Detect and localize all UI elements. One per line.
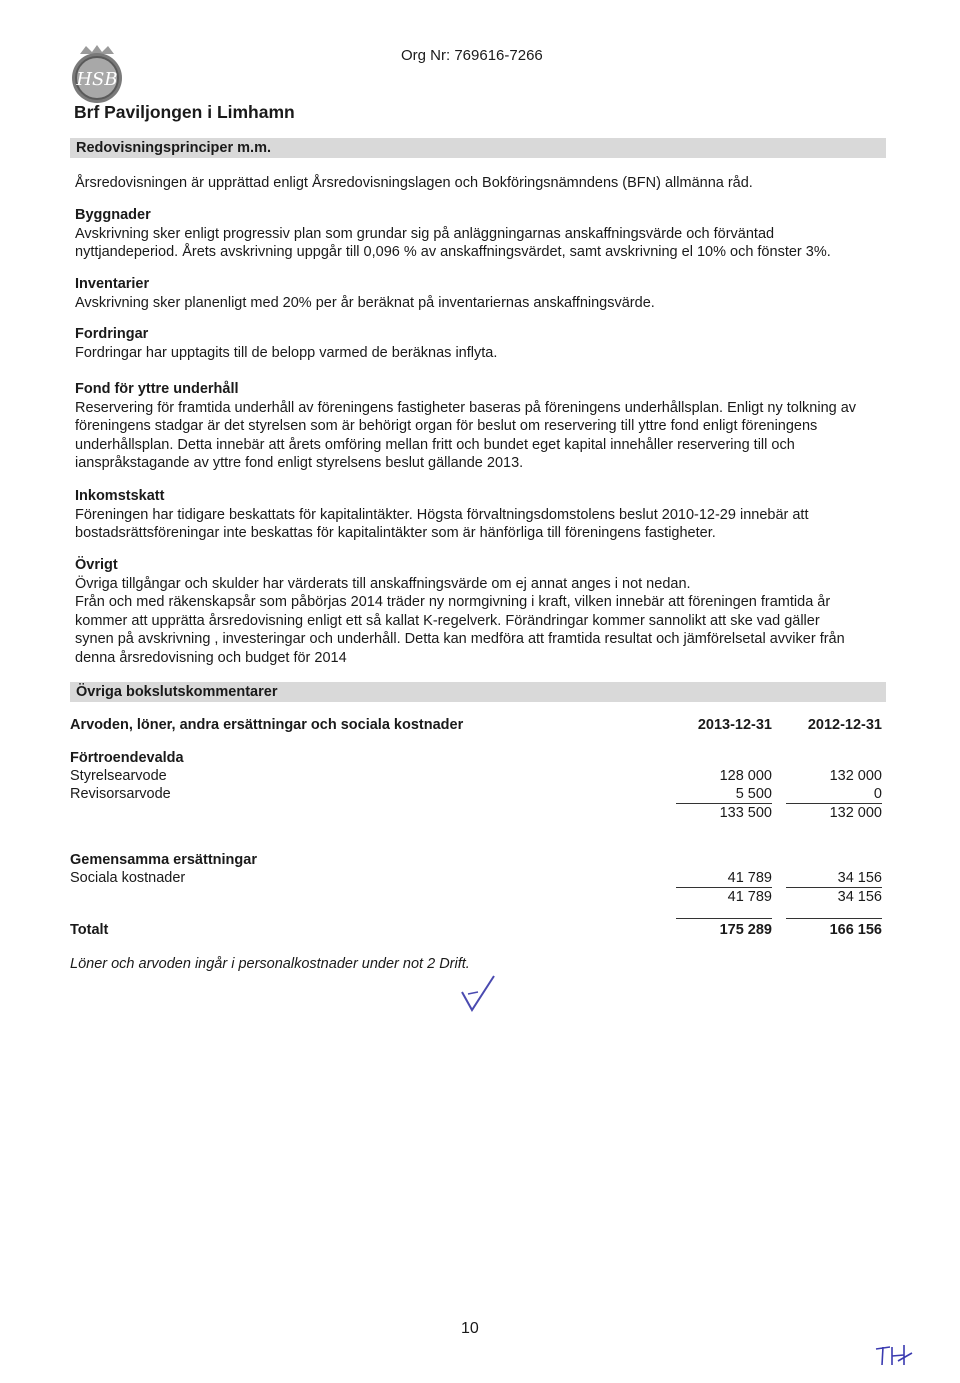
checkmark-signature bbox=[456, 972, 500, 1018]
block-line: bostadsrättsföreningar inte beskattas för kapitalintäkter som är hänförliga till föreningens fastigheter. bbox=[75, 525, 716, 541]
total-2012: 166 156 bbox=[829, 922, 882, 938]
block-inkomstskatt bbox=[75, 487, 875, 543]
block-line: kommer att upprätta årsredovisning enligt ett så kallat K-regelverk. Förändringar kommer sannolikt att ske vad gäller bbox=[75, 612, 820, 629]
hsb-logo bbox=[66, 44, 128, 106]
block-byggnader bbox=[75, 206, 875, 262]
subtotal-2013: 41 789 bbox=[727, 889, 772, 905]
table-header-row bbox=[70, 717, 884, 736]
group-heading-row bbox=[70, 750, 884, 769]
block-line: Fordringar har upptagits till de belopp varmed de beräknas inflyta. bbox=[75, 344, 498, 361]
row-value-2012: 132 000 bbox=[829, 768, 882, 784]
block-heading: Övrigt bbox=[75, 557, 118, 573]
subtotal-2012: 34 156 bbox=[837, 889, 882, 905]
sum-rule bbox=[786, 887, 882, 888]
block-line: Reservering för framtida underhåll av föreningens fastigheter baseras på föreningens underhållsplan. Enligt ny tolkning av bbox=[75, 399, 857, 416]
row-value-2013: 128 000 bbox=[719, 768, 772, 784]
block-heading: Inkomstskatt bbox=[75, 488, 165, 504]
subtotal-2013: 133 500 bbox=[719, 805, 772, 821]
block-inventarier bbox=[75, 275, 875, 312]
sum-rule bbox=[676, 803, 772, 804]
total-label: Totalt bbox=[70, 922, 109, 938]
org-number: Org Nr: 769616-7266 bbox=[401, 47, 543, 64]
row-label: Revisorsarvode bbox=[70, 786, 171, 802]
block-line: Från och med räkenskapsår som påbörjas 2014 träder ny normgivning i kraft, vilken innebär att föreningen framtida år bbox=[75, 594, 831, 610]
column-header-2012: 2012-12-31 bbox=[807, 717, 882, 733]
block-fordringar bbox=[75, 325, 875, 362]
block-line: Avskrivning sker planenligt med 20% per år beräknat på inventariernas anskaffningsvärde. bbox=[75, 294, 655, 311]
block-fond bbox=[75, 380, 875, 473]
block-ovrigt bbox=[75, 556, 875, 667]
row-value-2013: 41 789 bbox=[727, 870, 772, 886]
subtotal-row bbox=[70, 805, 884, 824]
block-line: Övriga tillgångar och skulder har värderats till anskaffningsvärde om ej annat anges i not nedan. bbox=[75, 575, 691, 592]
sum-rule bbox=[786, 803, 882, 804]
total-2013: 175 289 bbox=[719, 922, 772, 938]
table-title: Arvoden, löner, andra ersättningar och sociala kostnader bbox=[70, 717, 464, 733]
row-value-2013: 5 500 bbox=[735, 786, 772, 802]
intro-text: Årsredovisningen är upprättad enligt Årsredovisningslagen och Bokföringsnämndens (BFN) allmänna råd. bbox=[75, 175, 753, 191]
sum-rule bbox=[676, 887, 772, 888]
block-heading: Byggnader bbox=[75, 207, 151, 223]
page-number: 10 bbox=[461, 1320, 479, 1337]
block-line: föreningens stadgar är det styrelsen som är behörigt organ för beslut om reservering till yttre fond enligt föreningens bbox=[75, 418, 818, 434]
table-note: Löner och arvoden ingår i personalkostnader under not 2 Drift. bbox=[70, 956, 470, 972]
group-heading: Gemensamma ersättningar bbox=[70, 852, 257, 868]
initials-signature bbox=[874, 1341, 916, 1373]
block-heading: Inventarier bbox=[75, 276, 150, 292]
row-label: Sociala kostnader bbox=[70, 870, 186, 886]
section-title-principles: Redovisningsprinciper m.m. bbox=[76, 140, 271, 156]
block-line: synen på avskrivning , investeringar och underhåll. Detta kan medföra att framtida resultat och jämförelsetal avviker från bbox=[75, 631, 845, 647]
block-heading: Fond för yttre underhåll bbox=[75, 381, 239, 397]
row-value-2012: 0 bbox=[873, 786, 882, 802]
row-value-2012: 34 156 bbox=[837, 870, 882, 886]
block-line: underhållsplan. Detta innebär att årets omföring mellan fritt och bundet eget kapital innehåller reservering till och bbox=[75, 436, 795, 453]
block-line: ianspråkstagande av yttre fond enligt styrelsens beslut gällande 2013. bbox=[75, 455, 524, 471]
block-line: Föreningen har tidigare beskattats för kapitalintäkter. Högsta förvaltningsdomstolens beslut 2010-12-29 innebär att bbox=[75, 506, 809, 523]
svg-text:HSB: HSB bbox=[76, 69, 118, 90]
block-heading: Fordringar bbox=[75, 326, 149, 342]
total-rule bbox=[786, 918, 882, 919]
subtotal-2012: 132 000 bbox=[829, 805, 882, 821]
intro-paragraph bbox=[75, 174, 875, 193]
section-band-principles bbox=[70, 138, 886, 158]
block-line: Avskrivning sker enligt progressiv plan som grundar sig på anläggningarnas anskaffningsvärde och förväntad bbox=[75, 225, 775, 242]
company-name: Brf Paviljongen i Limhamn bbox=[74, 102, 295, 122]
column-header-2013: 2013-12-31 bbox=[697, 717, 772, 733]
block-line: denna årsredovisning och budget för 2014 bbox=[75, 649, 347, 666]
block-line: nyttjandeperiod. Årets avskrivning uppgår till 0,096 % av anskaffningsvärdet, samt avskrivning el 10% och fönster 3%. bbox=[75, 244, 831, 260]
total-rule bbox=[676, 918, 772, 919]
subtotal-row bbox=[70, 889, 884, 908]
total-row bbox=[70, 922, 884, 941]
table-row bbox=[70, 768, 884, 787]
section-band-comments bbox=[70, 682, 886, 702]
row-label: Styrelsearvode bbox=[70, 768, 167, 784]
section-title-comments: Övriga bokslutskommentarer bbox=[76, 684, 278, 700]
group-heading-row bbox=[70, 852, 884, 871]
group-heading: Förtroendevalda bbox=[70, 750, 184, 766]
